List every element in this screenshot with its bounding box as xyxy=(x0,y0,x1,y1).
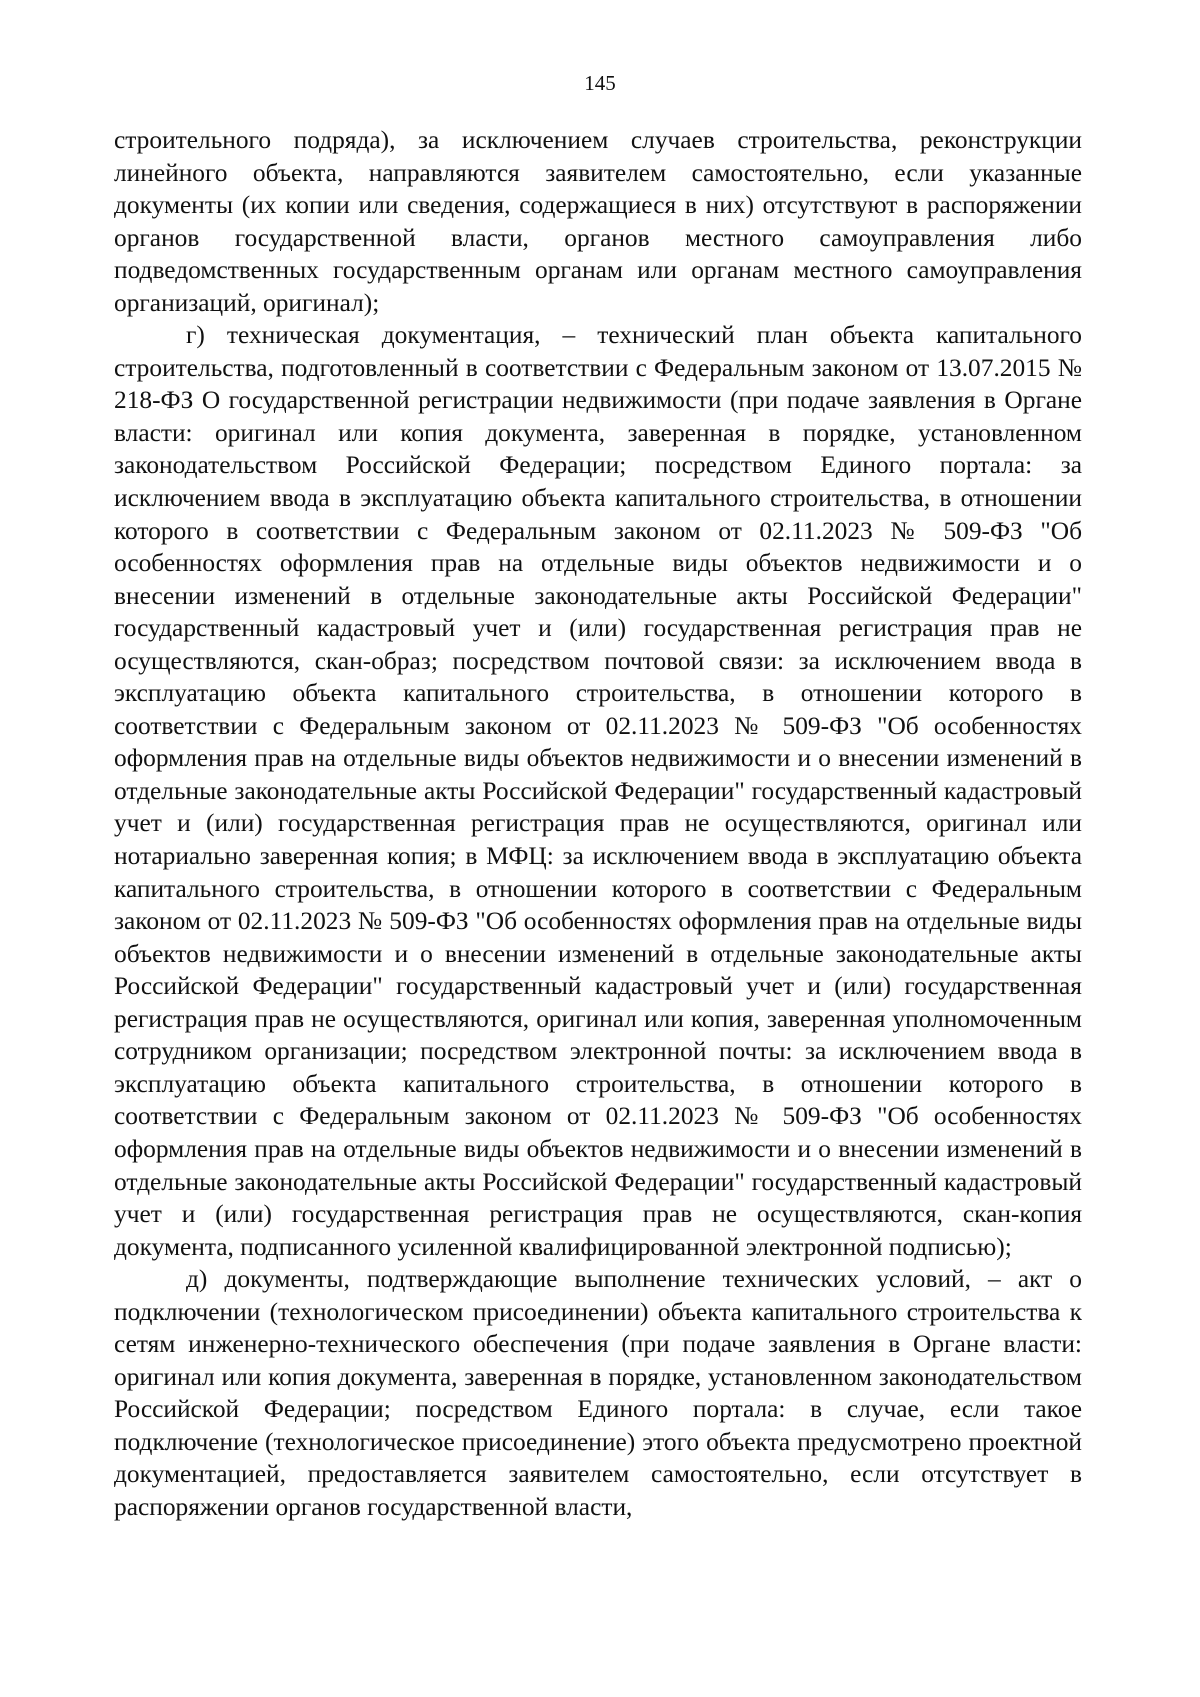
page-number: 145 xyxy=(584,71,616,95)
paragraph-continuation: строительного подряда), за исключением случаев строительства, реконструкции линейного объекта, направляются заявителем самостоятельно, если указанные документы (их копии или сведения, содержащиеся в них) отсутствуют в распоряжении органов государственной власти, органов местного самоуправления либо подведомственных государственным органам или органам местного самоуправления организаций, оригинал); xyxy=(114,126,1082,317)
paragraph-item-d: д) документы, подтверждающие выполнение технических условий, – акт о подключении (технологическом присоединении) объекта капитального строительства к сетям инженерно-технического обеспечения (при подаче заявления в Органе власти: оригинал или копия документа, заверенная в порядке, установленном законодательством Российской Федерации; посредством Единого портала: в случае, если такое подключение (технологическое присоединение) этого объекта предусмотрено проектной документацией, предоставляется заявителем самостоятельно, если отсутствует в распоряжении органов государственной власти, xyxy=(114,1265,1082,1521)
document-body xyxy=(114,124,1082,1524)
paragraph-item-g: г) техническая документация, – технический план объекта капитального строительства, подготовленный в соответствии с Федеральным законом от 13.07.2015 № 218-ФЗ О государственной регистрации недвижимости (при подаче заявления в Органе власти: оригинал или копия документа, заверенная в порядке, установленном законодательством Российской Федерации; посредством Единого портала: за исключением ввода в эксплуатацию объекта капитального строительства, в отношении которого в соответствии с Федеральным законом от 02.11.2023 № 509-ФЗ "Об особенностях оформления прав на отдельные виды объектов недвижимости и о внесении изменений в отдельные законодательные акты Российской Федерации" государственный кадастровый учет и (или) государственная регистрация прав не осуществляются, скан-образ; посредством почтовой связи: за исключением ввода в эксплуатацию объекта капитального строительства, в отношении которого в соответствии с Федеральным законом от 02.11.2023 № 509-ФЗ "Об особенностях оформления прав на отдельные виды объектов недвижимости и о внесении изменений в отдельные законодательные акты Российской Федерации" государственный кадастровый учет и (или) государственная регистрация прав не осуществляются, оригинал или нотариально заверенная копия; в МФЦ: за исключением ввода в эксплуатацию объекта капитального строительства, в отношении которого в соответствии с Федеральным законом от 02.11.2023 № 509-ФЗ "Об особенностях оформления прав на отдельные виды объектов недвижимости и о внесении изменений в отдельные законодательные акты Российской Федерации" государственный кадастровый учет и (или) государственная регистрация прав не осуществляются, оригинал или копия, заверенная уполномоченным сотрудником организации; посредством электронной почты: за исключением ввода в эксплуатацию объекта капитального строительства, в отношении которого в соответствии с Федеральным законом от 02.11.2023 № 509-ФЗ "Об особенностях оформления прав на отдельные виды объектов недвижимости и о внесении изменений в отдельные законодательные акты Российской Федерации" государственный кадастровый учет и (или) государственная регистрация прав не осуществляются, скан-копия документа, подписанного усиленной квалифицированной электронной подписью); xyxy=(114,321,1082,1261)
